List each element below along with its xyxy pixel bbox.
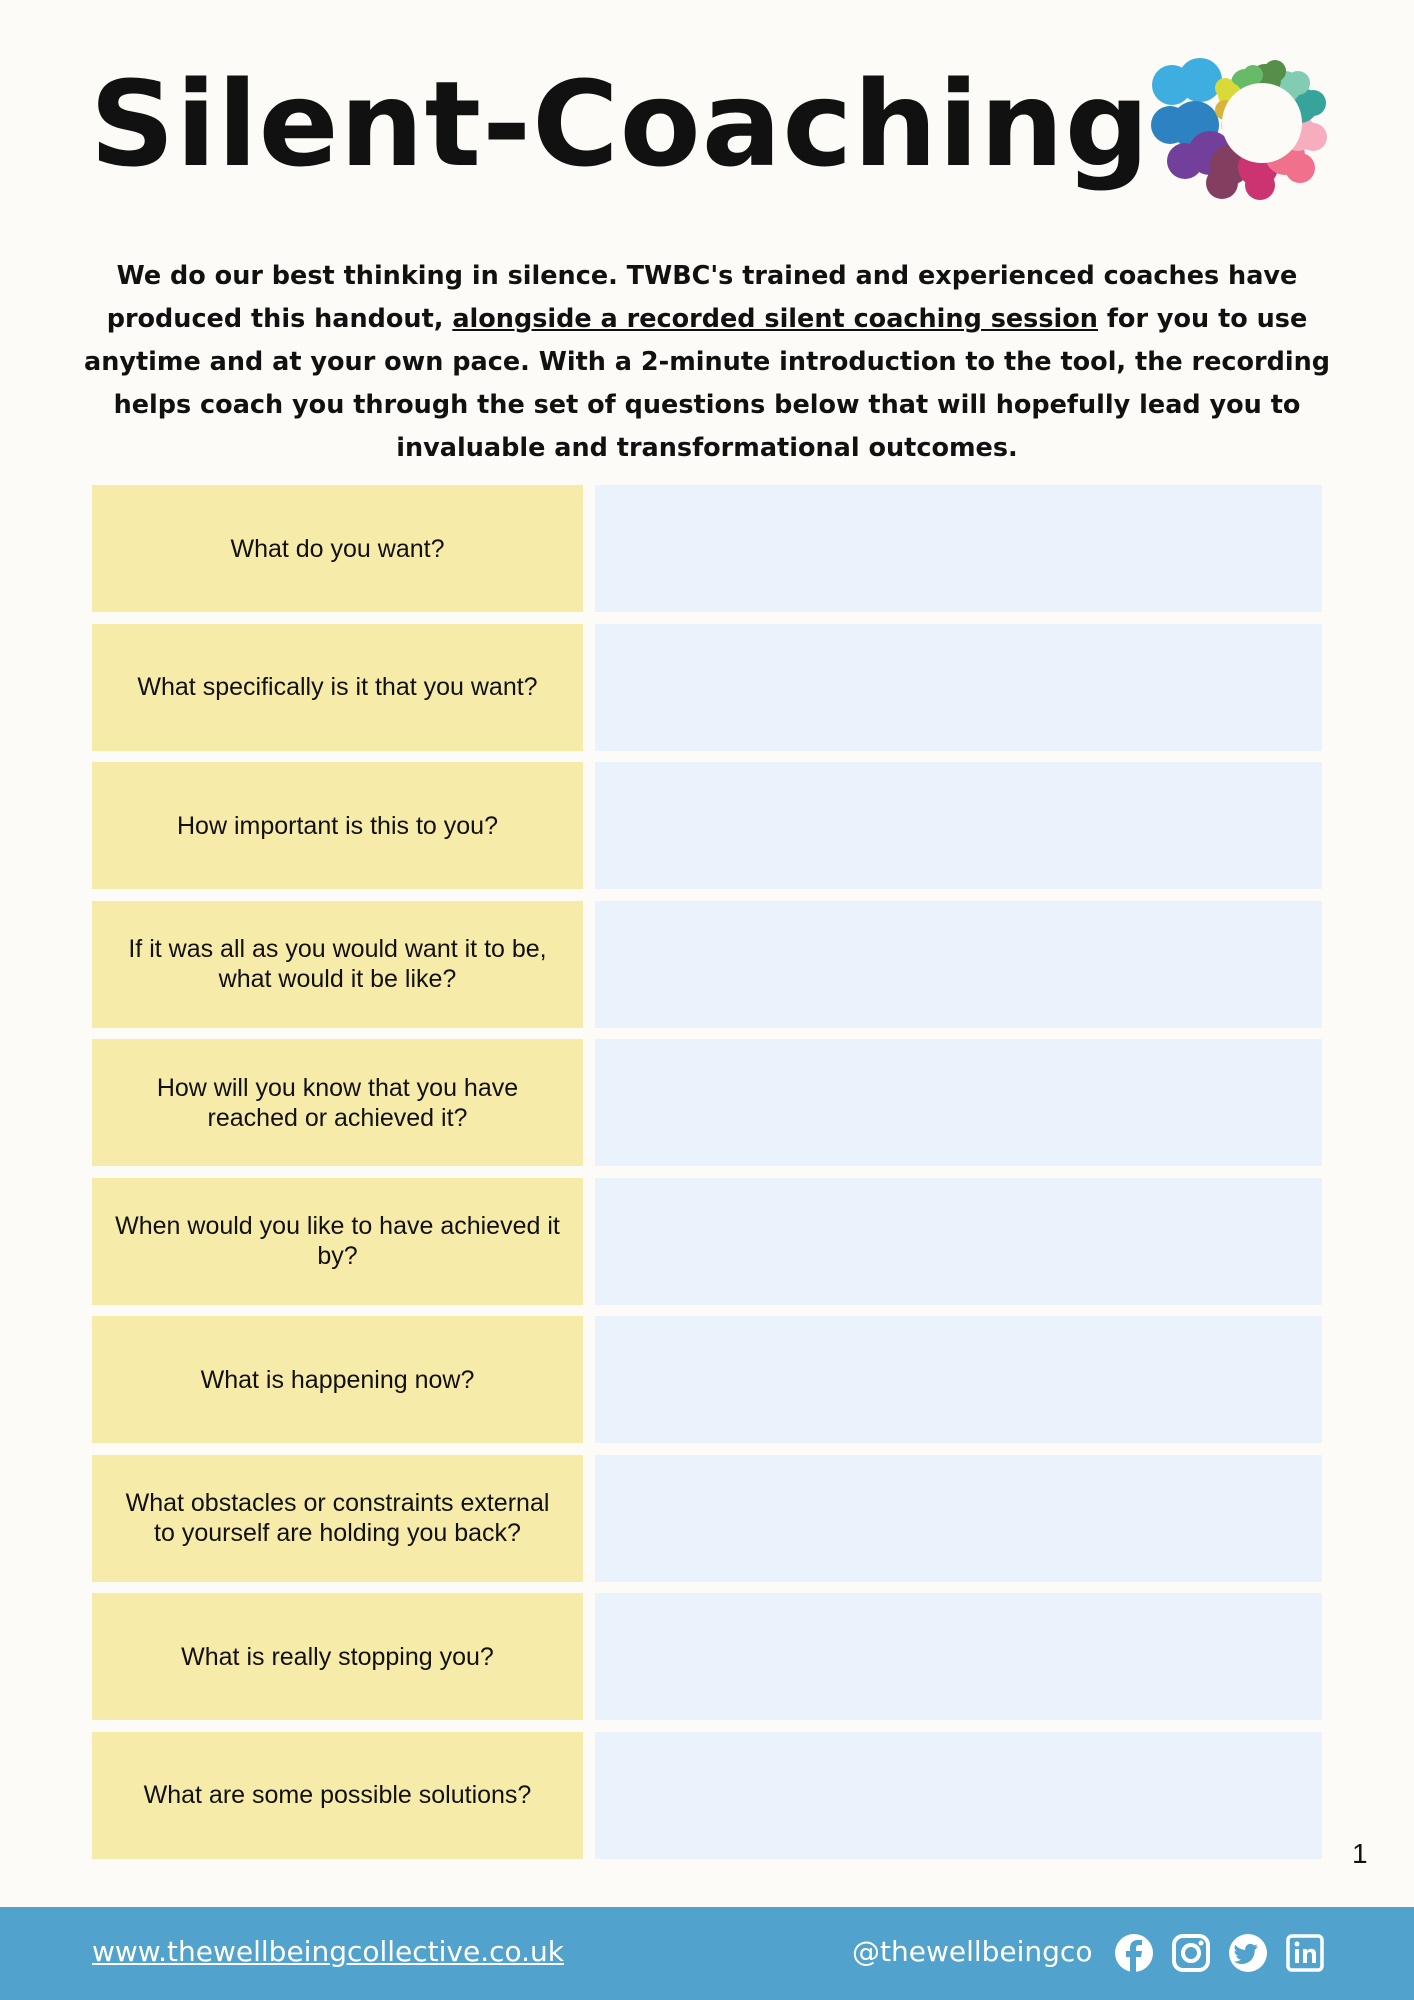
- answer-field[interactable]: [595, 1178, 1322, 1305]
- question-cell: What is really stopping you?: [92, 1593, 583, 1720]
- question-row: [92, 1039, 1322, 1166]
- question-cell: What do you want?: [92, 485, 583, 612]
- question-cell: What obstacles or constraints external to yourself are holding you back?: [92, 1455, 583, 1582]
- question-cell: If it was all as you would want it to be, what would it be like?: [92, 901, 583, 1028]
- facebook-icon[interactable]: [1114, 1933, 1154, 1973]
- question-row: [92, 1732, 1322, 1859]
- social-handle: @thewellbeingco: [852, 1935, 1093, 1968]
- question-row: [92, 624, 1322, 751]
- answer-field[interactable]: [595, 1593, 1322, 1720]
- question-row: [92, 485, 1322, 612]
- question-cell: How important is this to you?: [92, 762, 583, 889]
- question-cell: What is happening now?: [92, 1316, 583, 1443]
- linkedin-icon[interactable]: [1285, 1933, 1325, 1973]
- page-title: Silent-Coaching: [89, 55, 1151, 193]
- answer-field[interactable]: [595, 1039, 1322, 1166]
- intro-paragraph: [80, 255, 1334, 470]
- question-cell: How will you know that you have reached or achieved it?: [92, 1039, 583, 1166]
- intro-text: We do our best thinking in silence. TWBC's trained and experienced coaches have produced this handout,: [106, 261, 1298, 334]
- social-icons: [1114, 1933, 1325, 1973]
- page-number: 1: [1352, 1838, 1368, 1869]
- question-row: [92, 1593, 1322, 1720]
- answer-field[interactable]: [595, 1732, 1322, 1859]
- question-cell: What are some possible solutions?: [92, 1732, 583, 1859]
- logo-icon: [1150, 55, 1330, 200]
- answer-field[interactable]: [595, 624, 1322, 751]
- recorded-session-link[interactable]: alongside a recorded silent coaching session: [452, 304, 1098, 334]
- question-row: [92, 901, 1322, 1028]
- twitter-icon[interactable]: [1228, 1933, 1268, 1973]
- question-cell: When would you like to have achieved it by?: [92, 1178, 583, 1305]
- website-link[interactable]: www.thewellbeingcollective.co.uk: [92, 1935, 565, 1968]
- question-row: [92, 1178, 1322, 1305]
- instagram-icon[interactable]: [1171, 1933, 1211, 1973]
- intro-text: for you to use anytime and at your own pace. With a 2-minute introduction to the tool, the recording helps coach you through the set of questions below that will hopefully lead you to invaluable and transformational outcomes.: [83, 304, 1330, 463]
- answer-field[interactable]: [595, 1455, 1322, 1582]
- question-row: [92, 1455, 1322, 1582]
- question-row: [92, 762, 1322, 889]
- answer-field[interactable]: [595, 485, 1322, 612]
- question-row: [92, 1316, 1322, 1443]
- questions-table: [92, 485, 1322, 1870]
- answer-field[interactable]: [595, 901, 1322, 1028]
- answer-field[interactable]: [595, 1316, 1322, 1443]
- footer: [0, 1907, 1414, 2000]
- answer-field[interactable]: [595, 762, 1322, 889]
- question-cell: What specifically is it that you want?: [92, 624, 583, 751]
